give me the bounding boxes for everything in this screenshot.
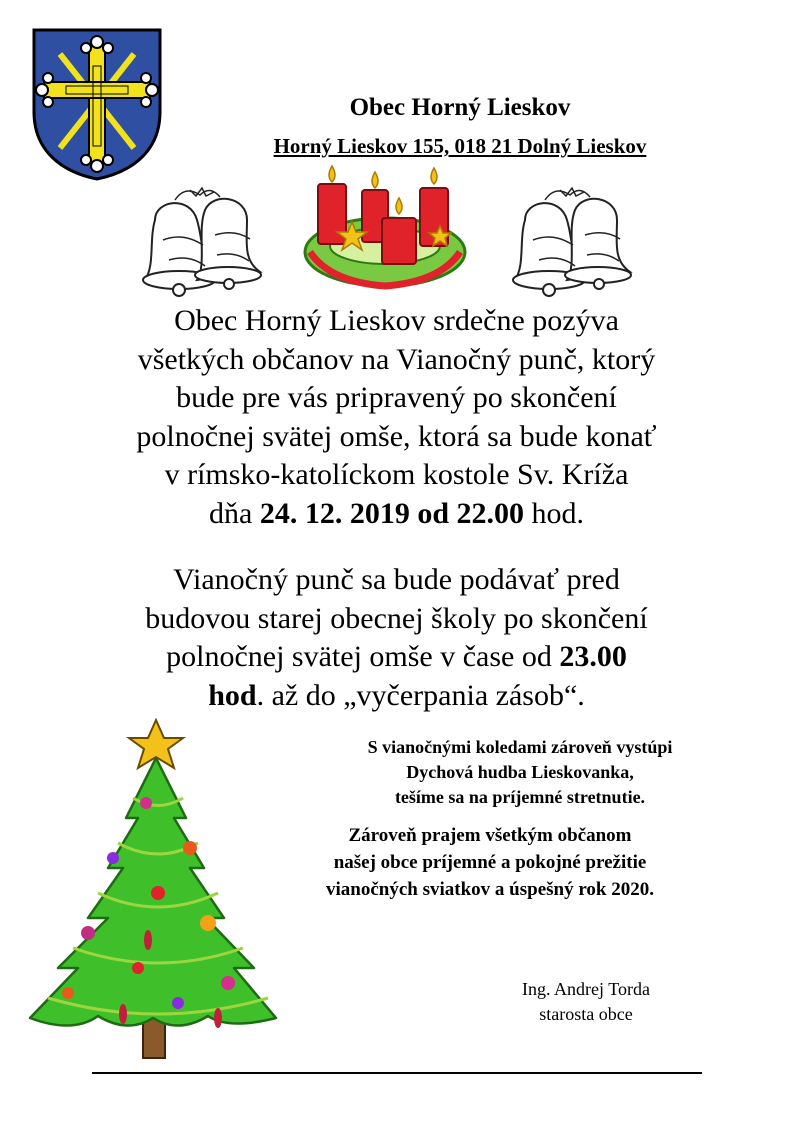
punch-line <box>60 638 733 677</box>
punch-line4-suffix: . až do „vyčerpania zásob“. <box>256 678 585 712</box>
holiday-wishes <box>260 822 720 903</box>
punch-line: budovou starej obecnej školy po skončení <box>145 601 648 635</box>
signature-block <box>480 977 692 1027</box>
punch-time: 23.00 <box>559 640 627 673</box>
christmas-tree <box>28 718 278 1060</box>
bottom-divider <box>92 1072 702 1074</box>
date-suffix: hod. <box>524 496 584 530</box>
advent-wreath-icon <box>300 160 470 290</box>
music-line: Dychová hudba Lieskovanka, <box>406 762 634 782</box>
shield-cross-icon <box>30 26 164 182</box>
bells-right <box>505 180 640 305</box>
christmas-tree-icon <box>28 718 278 1060</box>
invitation-line: bude pre vás pripravený po skončení <box>176 381 617 414</box>
coat-of-arms <box>30 26 164 182</box>
signature-role: starosta obce <box>539 1004 633 1024</box>
music-announcement <box>300 735 740 810</box>
punch-text <box>60 561 733 715</box>
wishes-line: vianočných sviatkov a úspešný rok 2020. <box>326 879 654 900</box>
invitation-line: v rímsko-katolíckom kostole Sv. Kríža <box>164 458 629 491</box>
invitation-text <box>60 302 733 533</box>
music-line: S vianočnými koledami zároveň vystúpi <box>367 737 673 757</box>
bell-icon <box>135 180 270 305</box>
wishes-line: Zároveň prajem všetkým občanom <box>348 825 632 846</box>
punch-line <box>60 677 733 716</box>
music-line: tešíme sa na príjemné stretnutie. <box>394 787 646 807</box>
punch-line: Vianočný punč sa bude podávať pred <box>173 563 620 596</box>
date-prefix: dňa <box>208 496 260 530</box>
advent-wreath <box>300 160 470 290</box>
bell-icon <box>505 180 640 305</box>
invitation-line: Obec Horný Lieskov srdečne pozýva <box>174 304 619 337</box>
invitation-line: všetkých občanov na Vianočný punč, ktorý <box>137 342 656 376</box>
event-date: 24. 12. 2019 od 22.00 <box>259 496 524 530</box>
signature-name: Ing. Andrej Torda <box>522 979 650 999</box>
punch-line3-prefix: polnočnej svätej omše v čase od <box>166 640 560 673</box>
page-title: Obec Horný Lieskov <box>349 94 571 121</box>
bells-left <box>135 180 270 305</box>
punch-hod: hod <box>208 678 257 712</box>
address: Horný Lieskov 155, 018 21 Dolný Lieskov <box>273 134 647 158</box>
invitation-line: polnočnej svätej omše, ktorá sa bude konať <box>136 419 657 453</box>
invitation-date-line <box>60 495 733 534</box>
wishes-line: našej obce príjemné a pokojné prežitie <box>333 852 647 873</box>
